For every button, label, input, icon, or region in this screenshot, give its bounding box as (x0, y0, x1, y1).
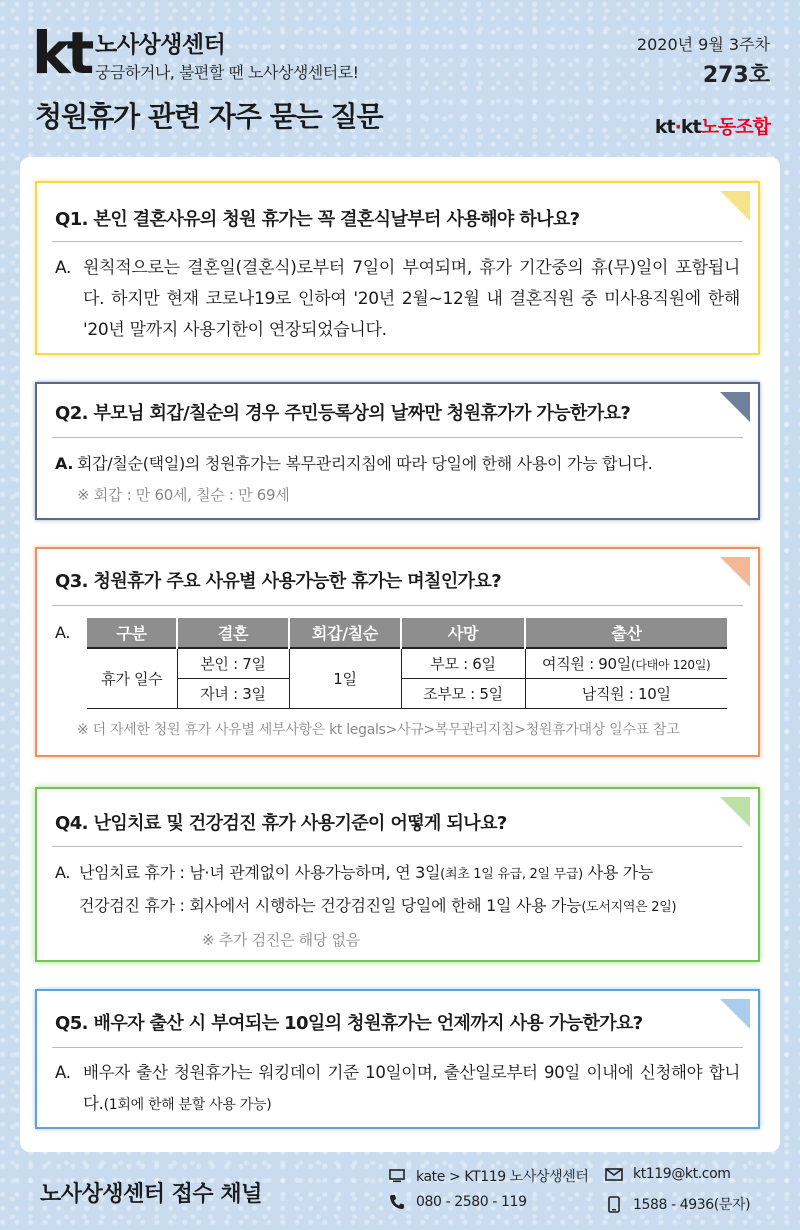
divider (52, 437, 743, 438)
faq-item-q3 (35, 547, 760, 757)
corner-flag-icon (720, 392, 750, 422)
page-title: 청원휴가 관련 자주 묻는 질문 (35, 100, 383, 133)
mobile-icon (605, 1196, 623, 1212)
column-header: 결혼 (177, 618, 289, 648)
table-header-row (87, 618, 727, 648)
mail-icon (605, 1166, 623, 1182)
table-row (87, 678, 727, 708)
channel-web: kate > KT119 노사상생센터 (388, 1166, 589, 1186)
faq-item-q2 (35, 382, 760, 520)
answer-label: A. (55, 1063, 71, 1082)
answer-line-infertility: 난임치료 휴가 : 남·녀 관계없이 사용가능하며, 연 3일(최초 1일 유급, 2일 무급) 사용 가능 (79, 863, 654, 882)
answer (55, 448, 740, 479)
kt-logo: kt (32, 19, 91, 87)
corner-flag-icon (720, 999, 750, 1029)
row-label: 휴가 일수 (87, 648, 177, 708)
answer-label: A. (55, 454, 74, 473)
table-cell: 자녀 : 3일 (177, 678, 289, 708)
faq-item-q4 (35, 787, 760, 962)
table-cell: 남직원 : 10일 (525, 678, 727, 708)
note: ※ 추가 검진은 해당 없음 (202, 931, 360, 949)
page-footer (0, 1160, 800, 1230)
table-row (87, 648, 727, 678)
faq-panel (20, 157, 780, 1152)
question-title: Q1. 본인 결혼사유의 청원 휴가는 꼭 결혼식날부터 사용해야 하나요? (55, 209, 580, 230)
answer-text: 원칙적으로는 결혼일(결혼식)로부터 7일이 부여되며, 휴가 기간중의 휴(무)일이 포함됩니다. 하지만 현재 코로나19로 인하여 '20년 2월~12월 내 결혼직원 중 미사용직원에 한해 '20년 말까지 사용기한이 연장되었습니다. (83, 258, 740, 340)
answer-line-checkup: 건강검진 휴가 : 회사에서 시행하는 건강검진일 당일에 한해 1일 사용 가능(도서지역은 2일) (79, 896, 677, 915)
channel-phone: 080 - 2580 - 119 (388, 1194, 527, 1210)
page-header (0, 0, 800, 155)
question-title: Q4. 난임치료 및 건강검진 휴가 사용기준이 어떻게 되나요? (55, 813, 507, 834)
corner-flag-icon (720, 797, 750, 827)
channel-email: kt119@kt.com (605, 1166, 730, 1182)
answer-text: 회갑/칠순(택일)의 청원휴가는 복무관리지침에 따라 당일에 한해 사용이 가능 합니다. (77, 454, 653, 473)
corner-flag-icon (720, 557, 750, 587)
channel-mobile: 1588 - 4936(문자) (605, 1194, 750, 1214)
note: ※ 회갑 : 만 60세, 칠순 : 만 69세 (77, 486, 290, 504)
column-header: 출산 (525, 618, 727, 648)
center-name: 노사상생센터 (95, 32, 226, 58)
corner-flag-icon (720, 191, 750, 221)
divider (52, 605, 743, 606)
table-cell: 부모 : 6일 (401, 648, 525, 678)
table-cell: 조부모 : 5일 (401, 678, 525, 708)
slogan: 궁금하거나, 불편할 땐 노사상생센터로! (95, 63, 359, 82)
divider (52, 1047, 743, 1048)
column-header: 사망 (401, 618, 525, 648)
note: ※ 더 자세한 청원 휴가 사유별 세부사항은 kt legals>사규>복무관리지침>청원휴가대상 일수표 참고 (77, 722, 680, 738)
issue-date: 2020년 9월 3주차 (636, 35, 770, 54)
column-header: 회갑/칠순 (289, 618, 401, 648)
question-title: Q2. 부모님 회갑/칠순의 경우 주민등록상의 날짜만 청원휴가가 가능한가요? (55, 403, 631, 424)
question-title: Q3. 청원휴가 주요 사유별 사용가능한 휴가는 며칠인가요? (55, 571, 502, 592)
footer-title: 노사상생센터 접수 채널 (40, 1182, 262, 1207)
leave-days-table (87, 618, 727, 709)
answer-label: A. (55, 863, 71, 882)
answer-label: A. (55, 623, 71, 642)
divider (52, 241, 743, 242)
table-cell: 본인 : 7일 (177, 648, 289, 678)
table-cell: 1일 (289, 648, 401, 708)
answer-label: A. (55, 258, 72, 278)
question-title: Q5. 배우자 출산 시 부여되는 10일의 청원휴가는 언제까지 사용 가능한가요? (55, 1013, 643, 1034)
issue-number: 273호 (702, 63, 770, 88)
answer (55, 857, 740, 923)
faq-item-q1 (35, 181, 760, 355)
phone-icon (388, 1194, 406, 1210)
monitor-icon (388, 1168, 406, 1184)
table-cell: 여직원 : 90일(다태아 120일) (525, 648, 727, 678)
divider (52, 846, 743, 847)
union-logo: kt·kt노동조합 (654, 116, 770, 138)
faq-item-q5 (35, 989, 760, 1129)
answer (55, 1057, 740, 1121)
column-header: 구분 (87, 618, 177, 648)
answer-text: 배우자 출산 청원휴가는 워킹데이 기준 10일이며, 출산일로부터 90일 이내에 신청해야 합니다.(1회에 한해 분할 사용 가능) (83, 1063, 740, 1113)
answer (55, 253, 740, 346)
